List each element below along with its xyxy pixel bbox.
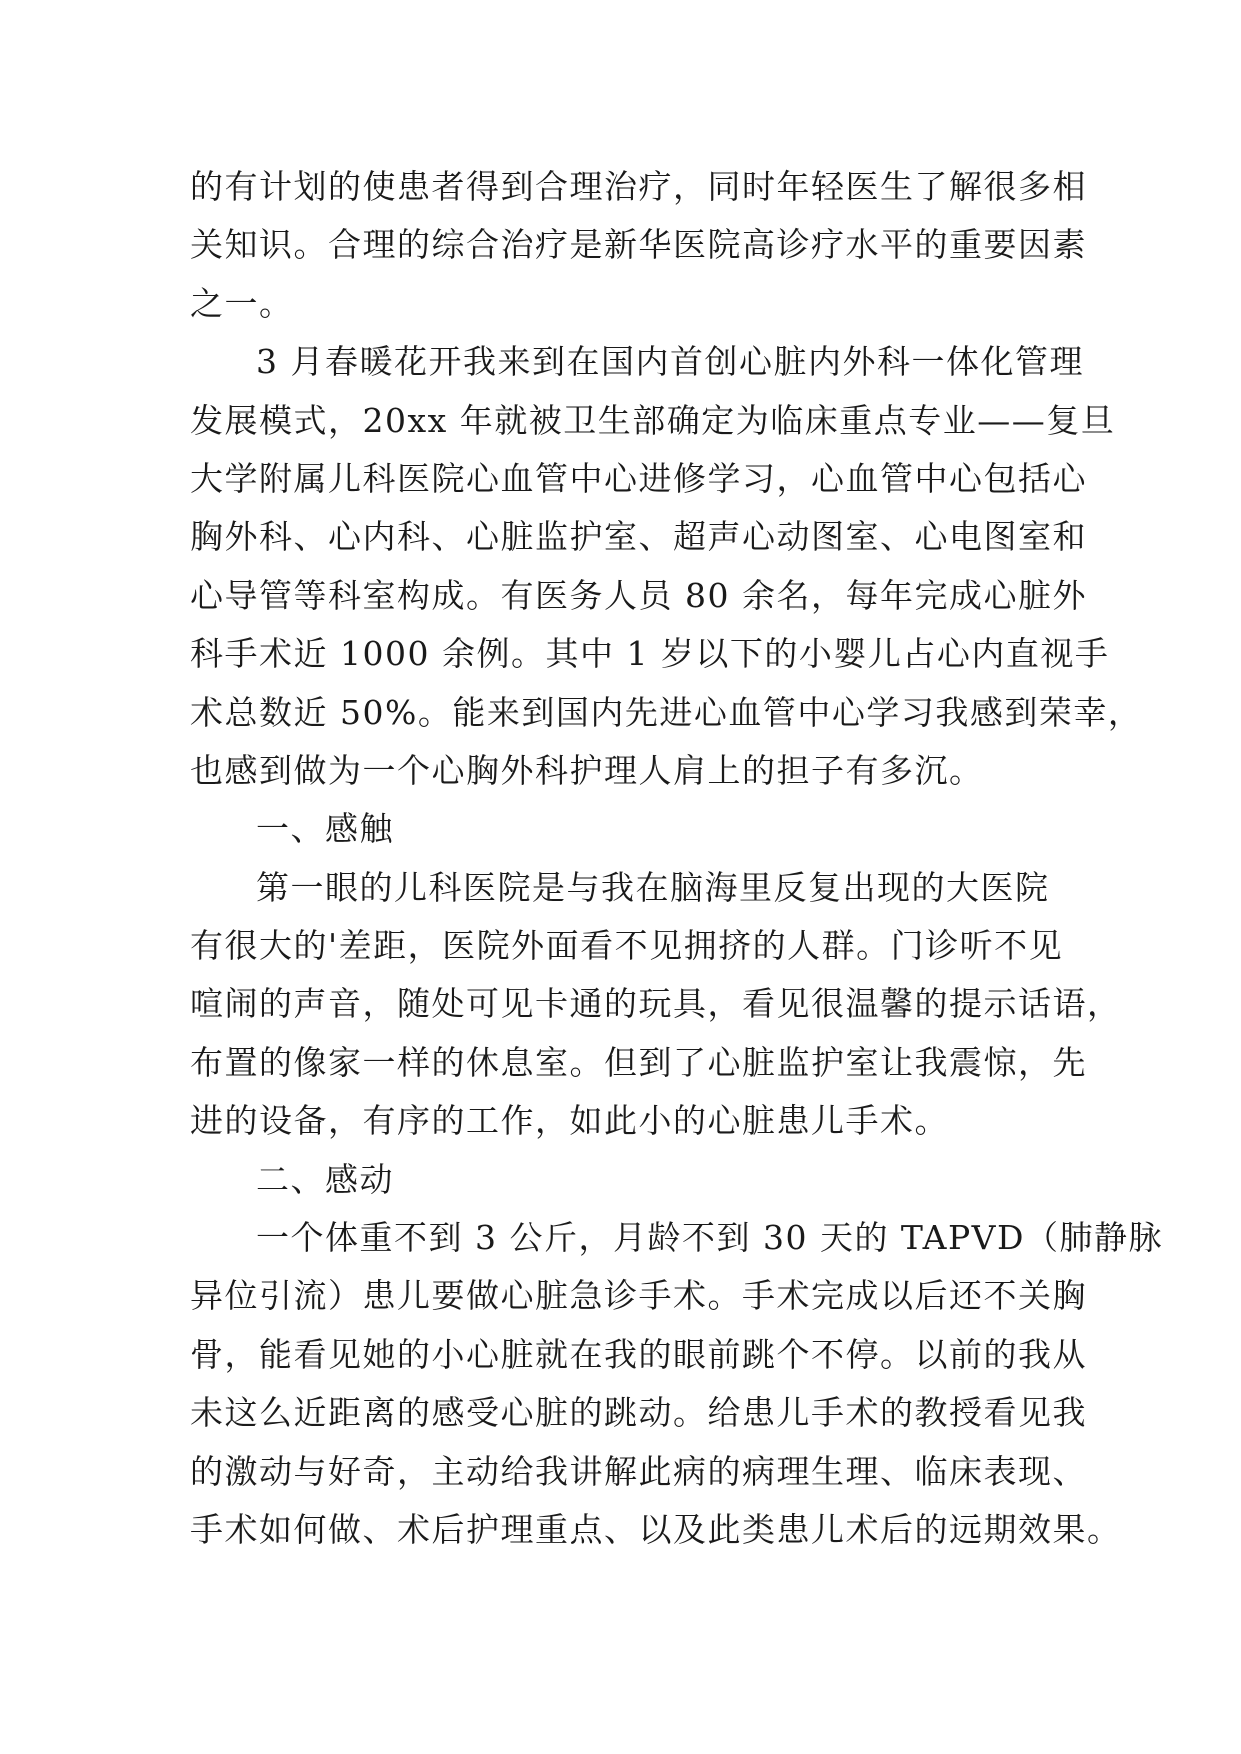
heading-text: 一、感触 <box>256 809 394 849</box>
text-line: 发展模式，20xx 年就被卫生部确定为临床重点专业——复旦 <box>190 400 1116 440</box>
text-line: 骨，能看见她的小心脏就在我的眼前跳个不停。以前的我从 <box>190 1334 1087 1374</box>
text-line: 心导管等科室构成。有医务人员 80 余名，每年完成心脏外 <box>190 575 1087 615</box>
text-line: 3 月春暖花开我来到在国内首创心脏内外科一体化管理 <box>256 342 1084 382</box>
text-line: 异位引流）患儿要做心脏急诊手术。手术完成以后还不关胸 <box>190 1276 1087 1316</box>
text-line: 布置的像家一样的休息室。但到了心脏监护室让我震惊，先 <box>190 1042 1087 1082</box>
text-line: 一个体重不到 3 公斤，月龄不到 30 天的 TAPVD（肺静脉 <box>256 1218 1163 1258</box>
text-line: 进的设备，有序的工作，如此小的心脏患儿手术。 <box>190 1101 949 1141</box>
text-line: 关知识。合理的综合治疗是新华医院高诊疗水平的重要因素 <box>190 225 1087 265</box>
text-line: 手术如何做、术后护理重点、以及此类患儿术后的远期效果。 <box>190 1509 1122 1549</box>
paragraph <box>190 1209 1163 1559</box>
text-line: 大学附属儿科医院心血管中心进修学习，心血管中心包括心 <box>190 458 1087 498</box>
text-line: 的激动与好奇，主动给我讲解此病的病理生理、临床表现、 <box>190 1451 1087 1491</box>
text-line: 未这么近距离的感受心脏的跳动。给患儿手术的教授看见我 <box>190 1393 1087 1433</box>
section-heading <box>190 800 1070 858</box>
paragraph <box>190 158 1087 333</box>
text-line: 术总数近 50%。能来到国内先进心血管中心学习我感到荣幸， <box>190 692 1143 732</box>
text-line: 喧闹的声音，随处可见卡通的玩具，看见很温馨的提示话语， <box>190 984 1122 1024</box>
text-line: 胸外科、心内科、心脏监护室、超声心动图室、心电图室和 <box>190 517 1087 557</box>
paragraph <box>190 333 1143 800</box>
text-line: 也感到做为一个心胸外科护理人肩上的担子有多沉。 <box>190 750 984 790</box>
heading-text: 二、感动 <box>256 1159 394 1199</box>
text-line: 第一眼的儿科医院是与我在脑海里反复出现的大医院 <box>256 867 1050 907</box>
text-line: 有很大的'差距，医院外面看不见拥挤的人群。门诊听不见 <box>190 926 1064 966</box>
document-body <box>190 158 1163 1559</box>
section-heading <box>190 1151 1070 1209</box>
text-line: 科手术近 1000 余例。其中 1 岁以下的小婴儿占心内直视手 <box>190 634 1110 674</box>
text-line: 的有计划的使患者得到合理治疗，同时年轻医生了解很多相 <box>190 167 1087 206</box>
paragraph <box>190 859 1122 1151</box>
text-line: 之一。 <box>190 283 294 323</box>
